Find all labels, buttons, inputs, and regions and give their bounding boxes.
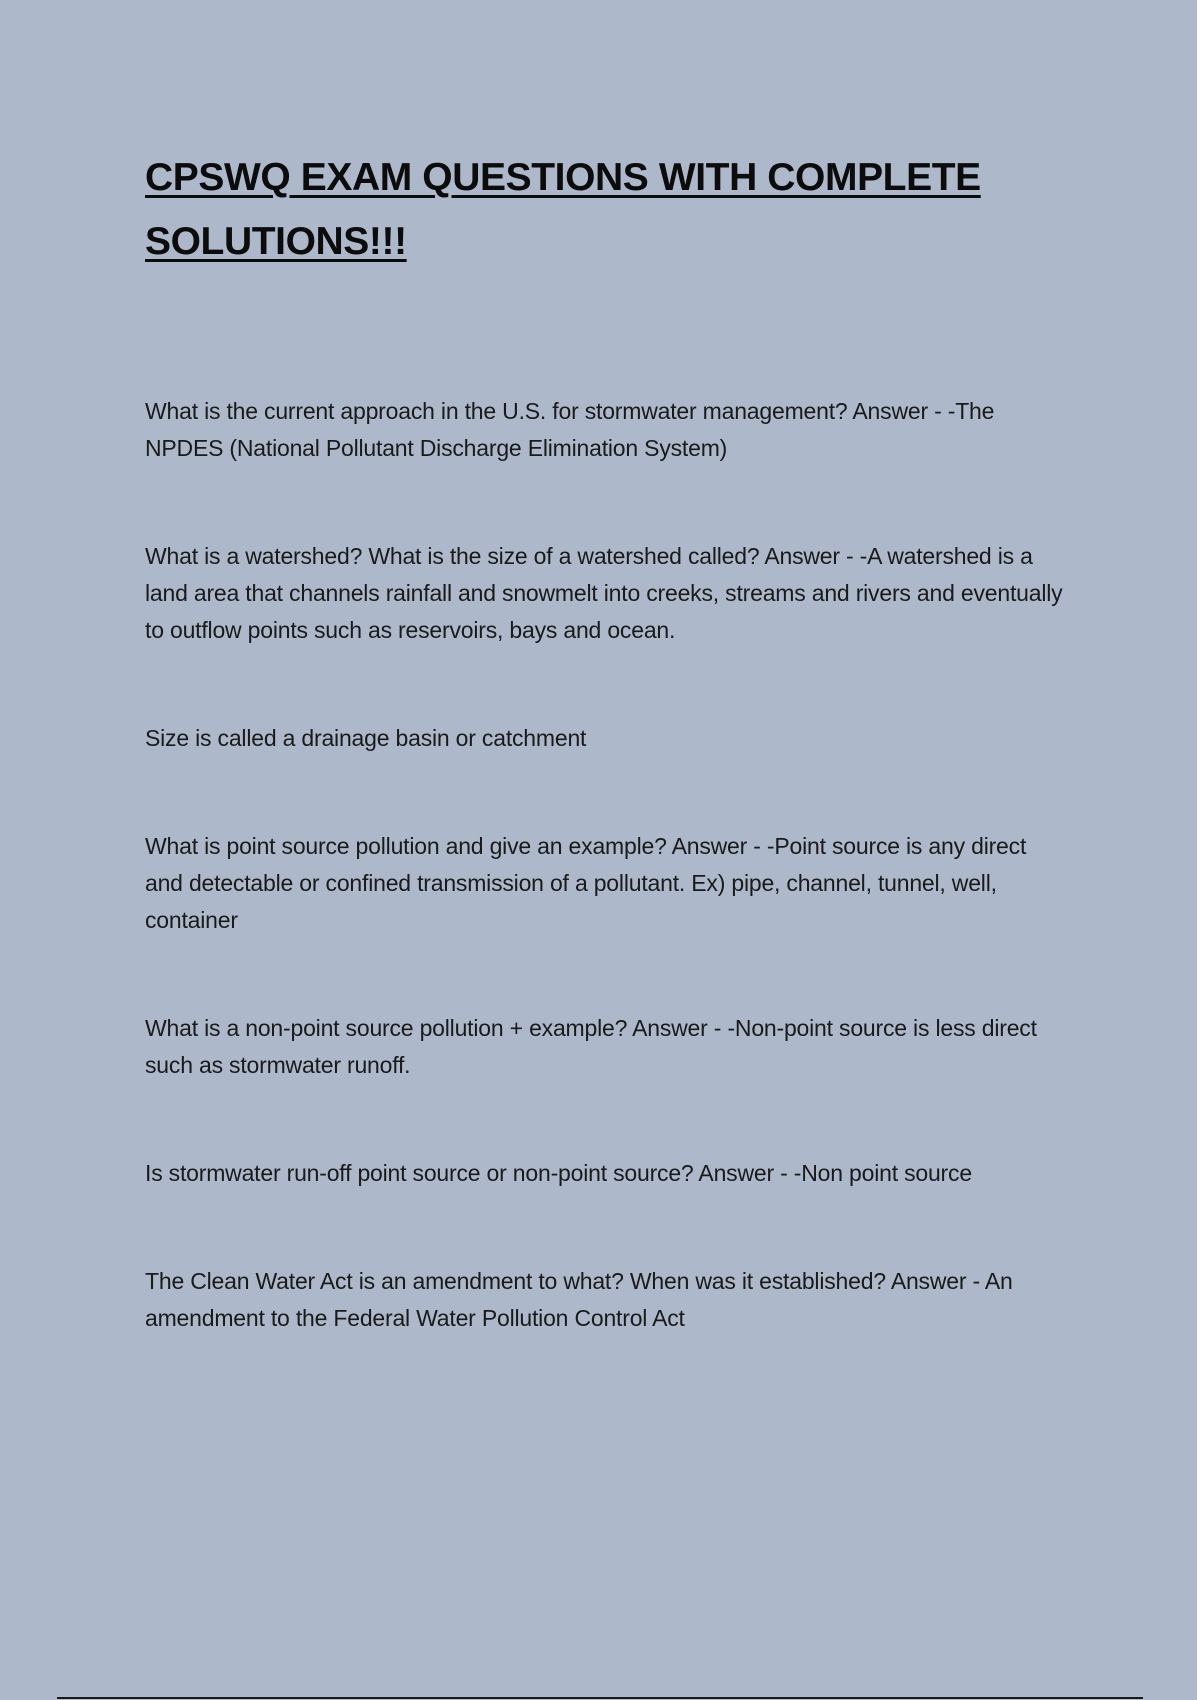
qa-paragraph-7: The Clean Water Act is an amendment to what? When was it established? Answer - An amendment to the Federal Water Pollution Control Act	[145, 1268, 1013, 1331]
document-title: CPSWQ EXAM QUESTIONS WITH COMPLETE SOLUTIONS!!!	[145, 156, 981, 263]
qa-paragraph-1: What is the current approach in the U.S. for stormwater management? Answer - -The NPDES (National Pollutant Discharge Elimination System)	[145, 398, 995, 461]
qa-paragraph-2: What is a watershed? What is the size of a watershed called? Answer - -A watershed is a land area that channels rainfall and snowmelt into creeks, streams and rivers and eventually to outflow points such as reservoirs, bays and ocean.	[145, 543, 1063, 643]
document-body	[145, 393, 1065, 1408]
footer-divider	[57, 1697, 1143, 1699]
qa-paragraph-4: What is point source pollution and give an example? Answer - -Point source is any direct and detectable or confined transmission of a pollutant. Ex) pipe, channel, tunnel, well, container	[145, 833, 1027, 933]
qa-paragraph-6: Is stormwater run-off point source or non-point source? Answer - -Non point source	[145, 1160, 972, 1186]
qa-paragraph-3: Size is called a drainage basin or catchment	[145, 725, 587, 751]
qa-paragraph-5: What is a non-point source pollution + example? Answer - -Non-point source is less direct such as stormwater runoff.	[145, 1015, 1037, 1078]
